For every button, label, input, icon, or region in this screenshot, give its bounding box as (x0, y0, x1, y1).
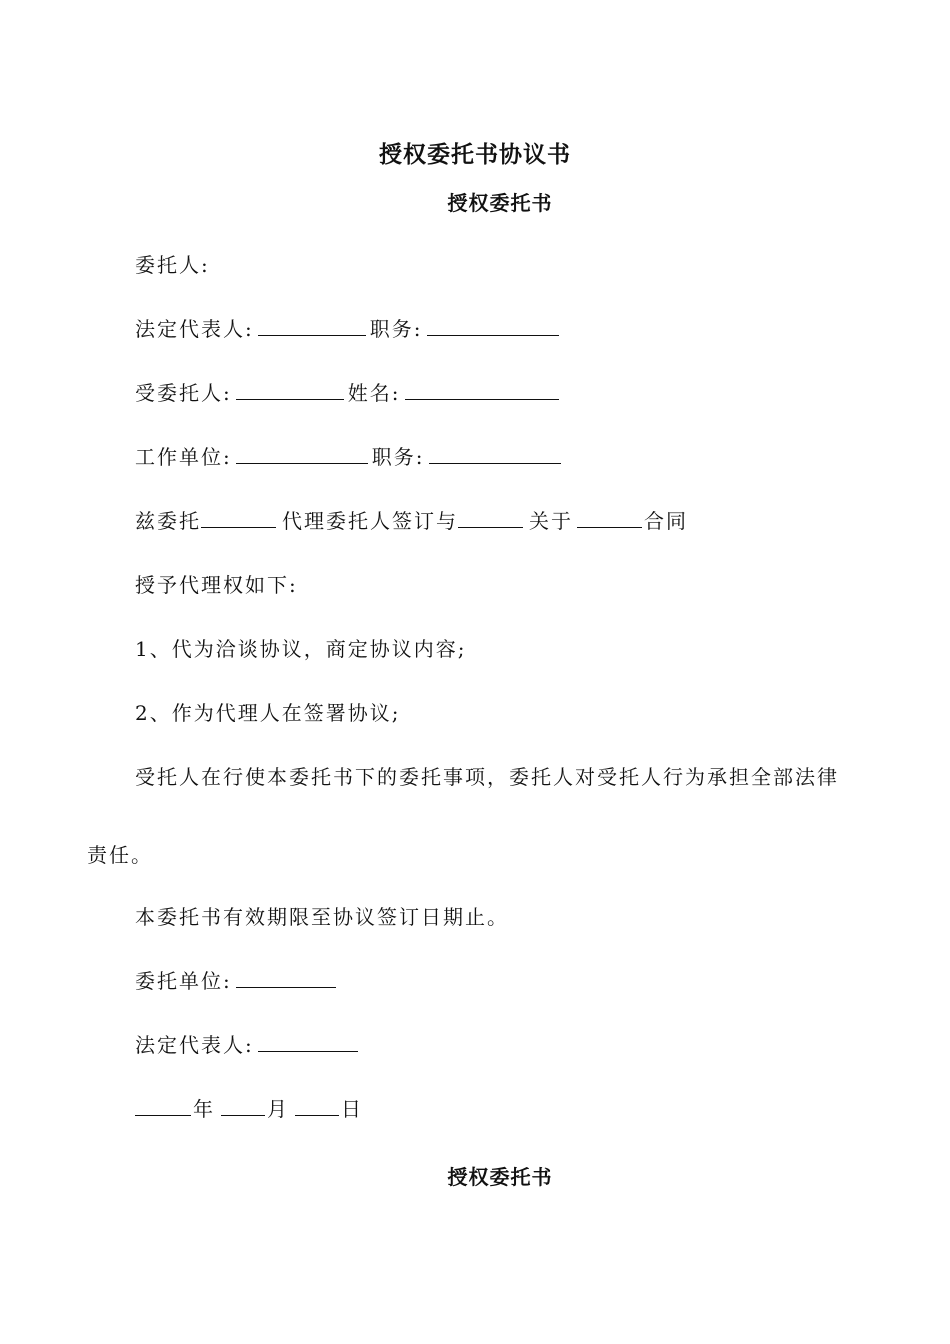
legal-rep-line (135, 315, 563, 343)
name-label: 姓名: (347, 381, 401, 405)
grant-line: 授予代理权如下: (135, 573, 298, 597)
work-unit-label: 工作单位: (135, 445, 232, 469)
agent-line (135, 379, 563, 407)
position-blank-2[interactable] (429, 443, 561, 464)
signature-legal-rep-line (135, 1031, 362, 1059)
principal-label: 委托人: (135, 253, 210, 277)
year-label: 年 (193, 1097, 215, 1121)
principal-line (135, 251, 210, 279)
month-label: 月 (267, 1097, 289, 1121)
liability-line-2: 责任。 (87, 843, 153, 867)
entrust-line (135, 507, 688, 535)
work-unit-blank[interactable] (236, 443, 368, 464)
section-heading-2: 授权委托书 (447, 1165, 553, 1189)
work-unit-line (135, 443, 565, 471)
document-title: 授权委托书协议书 (379, 141, 571, 168)
entrusting-unit-line (135, 967, 340, 995)
entrust-blank-2[interactable] (458, 507, 523, 528)
month-blank[interactable] (221, 1095, 265, 1116)
list-item: 2、作为代理人在签署协议; (135, 701, 401, 725)
entrust-blank-1[interactable] (201, 507, 276, 528)
year-blank[interactable] (135, 1095, 191, 1116)
position-label: 职务: (369, 317, 423, 341)
entrust-part-2: 代理委托人签订与 (282, 509, 458, 533)
legal-rep-label: 法定代表人: (135, 317, 254, 341)
agent-label: 受委托人: (135, 381, 232, 405)
signature-legal-rep-label: 法定代表人: (135, 1033, 254, 1057)
name-blank[interactable] (405, 379, 559, 400)
day-blank[interactable] (295, 1095, 339, 1116)
entrust-part-3: 关于 (529, 509, 573, 533)
entrust-part-1: 兹委托 (135, 509, 201, 533)
entrusting-unit-label: 委托单位: (135, 969, 232, 993)
section-heading: 授权委托书 (447, 191, 553, 215)
legal-rep-blank[interactable] (258, 315, 366, 336)
entrust-part-4: 合同 (644, 509, 688, 533)
validity-line: 本委托书有效期限至协议签订日期止。 (135, 905, 509, 929)
entrusting-unit-blank[interactable] (236, 967, 336, 988)
date-line (135, 1095, 363, 1123)
liability-line-1: 受托人在行使本委托书下的委托事项，委托人对受托人行为承担全部法律 (135, 765, 839, 789)
position-label-2: 职务: (371, 445, 425, 469)
list-item: 1、代为洽谈协议，商定协议内容; (135, 637, 467, 661)
agent-blank[interactable] (236, 379, 344, 400)
position-blank[interactable] (427, 315, 559, 336)
entrust-blank-3[interactable] (577, 507, 642, 528)
signature-legal-rep-blank[interactable] (258, 1031, 358, 1052)
day-label: 日 (341, 1097, 363, 1121)
